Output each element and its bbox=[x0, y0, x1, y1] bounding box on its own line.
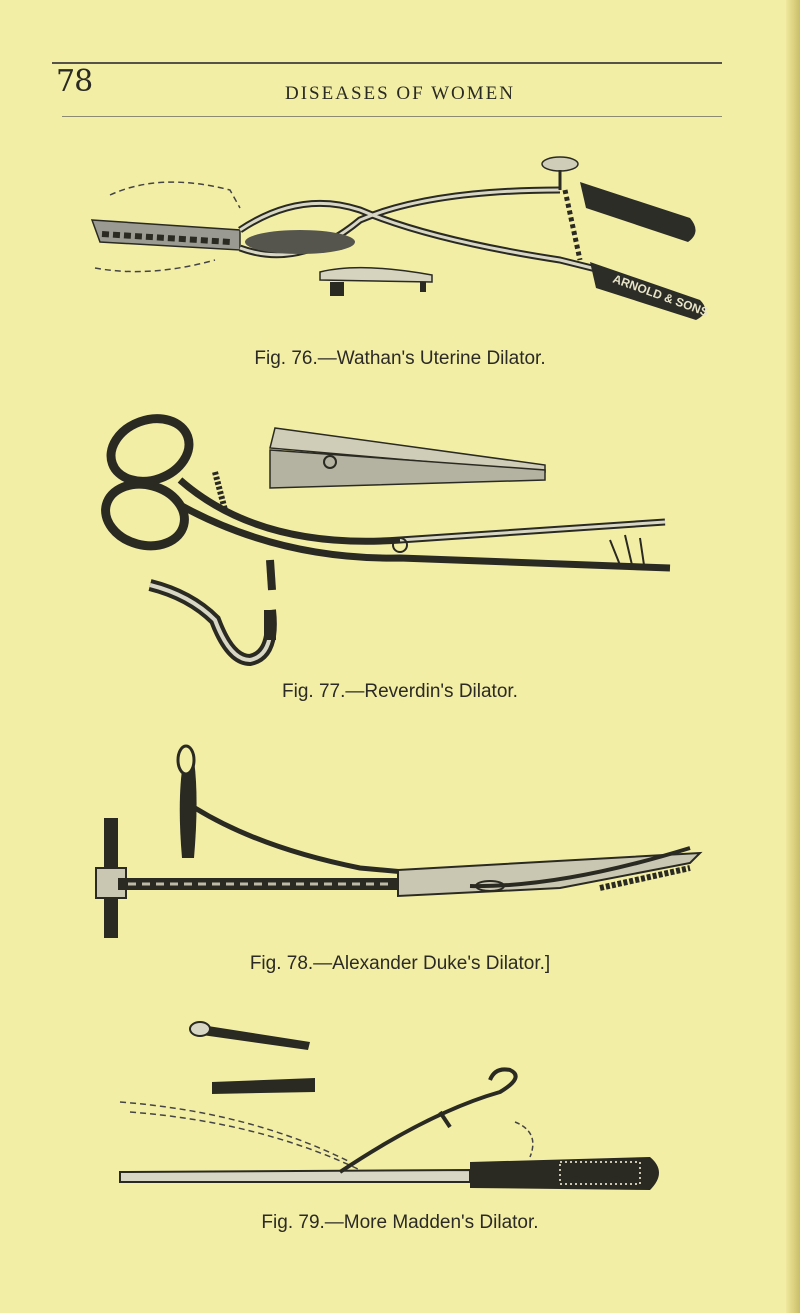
figure-76-illustration bbox=[0, 150, 800, 330]
header-underline bbox=[62, 116, 722, 117]
figure-76-caption: Fig. 76.—Wathan's Uterine Dilator. bbox=[254, 348, 546, 369]
figure-79-illustration bbox=[0, 1012, 800, 1202]
figure-77-caption: Fig. 77.—Reverdin's Dilator. bbox=[282, 681, 518, 702]
running-head: DISEASES OF WOMEN bbox=[285, 83, 516, 104]
figure-77-illustration bbox=[0, 410, 800, 680]
header-rule bbox=[52, 62, 722, 64]
figure-79-caption: Fig. 79.—More Madden's Dilator. bbox=[261, 1212, 539, 1233]
page-number: 78 bbox=[56, 64, 93, 99]
figure-78-caption: Fig. 78.—Alexander Duke's Dilator.] bbox=[249, 953, 551, 974]
maker-mark: ARNOLD & SONS bbox=[610, 271, 711, 320]
figure-78-illustration bbox=[0, 738, 800, 953]
